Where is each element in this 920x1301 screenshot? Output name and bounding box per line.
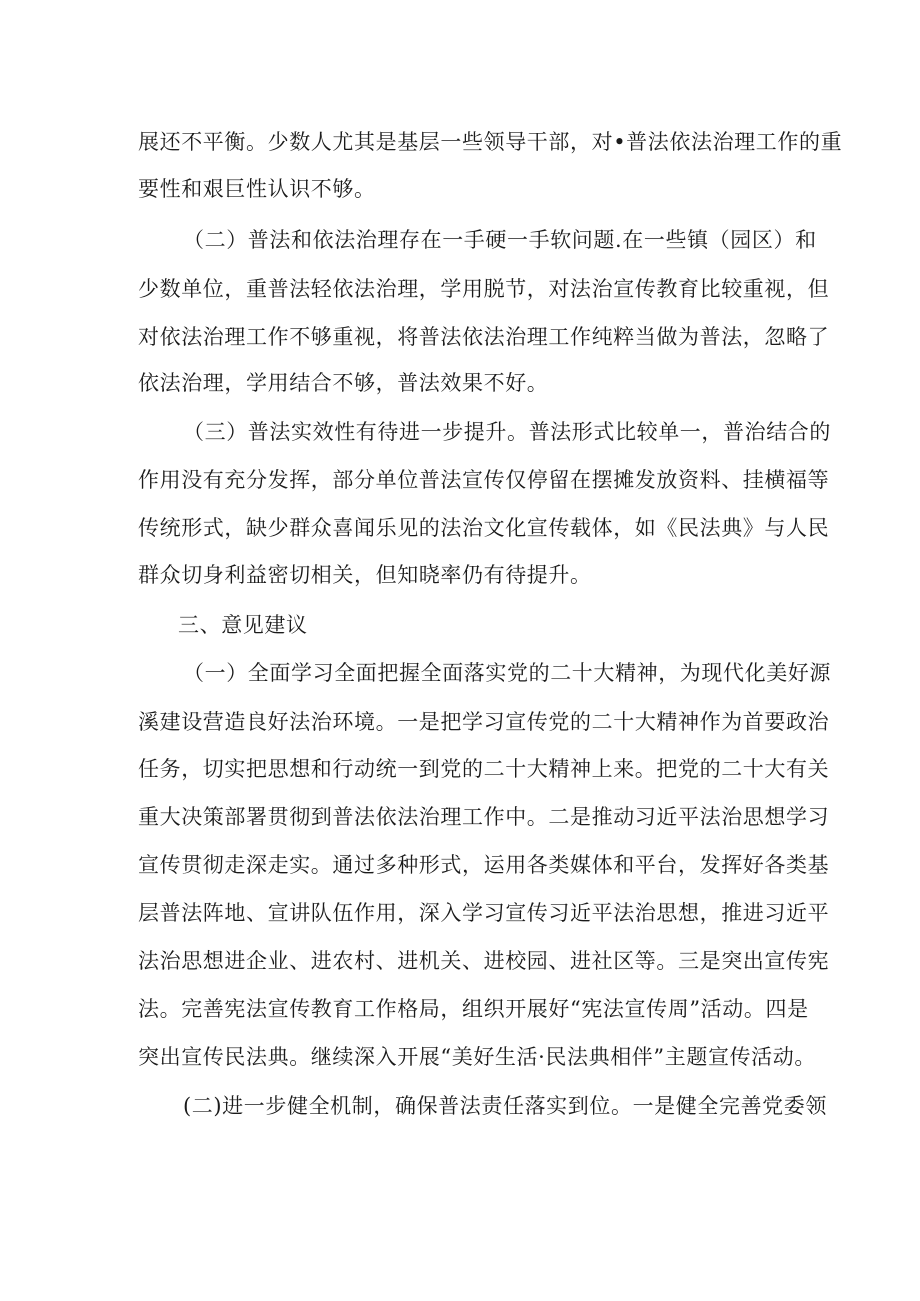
section-heading: 三、意见建议 xyxy=(178,613,308,637)
paragraph-line: (二)进一步健全机制，确保普法责任落实到位。一是健全完善党委领 xyxy=(183,1094,827,1118)
paragraph-line: 宣传贯彻走深走实。通过多种形式，运用各类媒体和平台，发挥好各类基 xyxy=(138,853,830,877)
paragraph-line: （一）全面学习全面把握全面落实党的二十大精神，为现代化美好源 xyxy=(183,661,831,685)
paragraph-line: 法。完善宪法宣传教育工作格局，组织开展好“宪法宣传周”活动。四是 xyxy=(138,997,809,1021)
paragraph-line: 突出宣传民法典。继续深入开展“美好生活·民法典相伴”主题宣传活动。 xyxy=(138,1045,816,1069)
paragraph-line: 重大决策部署贯彻到普法依法治理工作中。二是推动习近平法治思想学习 xyxy=(138,805,830,829)
paragraph-line: 对依法治理工作不够重视，将普法依法治理工作纯粹当做为普法，忽略了 xyxy=(138,325,830,349)
paragraph-line: （三）普法实效性有待进一步提升。普法形式比较单一，普治结合的 xyxy=(183,420,831,444)
paragraph-line: 群众切身利益密切相关，但知晓率仍有待提升。 xyxy=(138,563,592,587)
paragraph-line: 作用没有充分发挥，部分单位普法宣传仅停留在摆摊发放资料、挂横福等 xyxy=(138,468,830,492)
paragraph-line: 传统形式，缺少群众喜闻乐见的法治文化宣传载体，如《民法典》与人民 xyxy=(138,516,830,540)
paragraph-line: （二）普法和依法治理存在一手硬一手软问题.在一些镇（园区）和 xyxy=(183,228,817,252)
paragraph-line: 法治思想进企业、进农村、进机关、进校园、进社区等。三是突出宣传宪 xyxy=(138,949,830,973)
paragraph-line: 溪建设营造良好法治环境。一是把学习宣传党的二十大精神作为首要政治 xyxy=(138,710,830,734)
paragraph-line: 层普法阵地、宣讲队伍作用，深入学习宣传习近平法治思想，推进习近平 xyxy=(138,901,830,925)
paragraph-line: 展还不平衡。少数人尤其是基层一些领导干部，对•普法依法治理工作的重 xyxy=(138,130,843,154)
paragraph-line: 任务，切实把思想和行动统一到党的二十大精神上来。把党的二十大有关 xyxy=(138,757,830,781)
paragraph-line: 要性和艰巨性认识不够。 xyxy=(138,177,376,201)
paragraph-line: 少数单位，重普法轻依法治理，学用脱节，对法治宣传教育比较重视，但 xyxy=(138,277,830,301)
paragraph-line: 依法治理，学用结合不够，普法效果不好。 xyxy=(138,371,549,395)
